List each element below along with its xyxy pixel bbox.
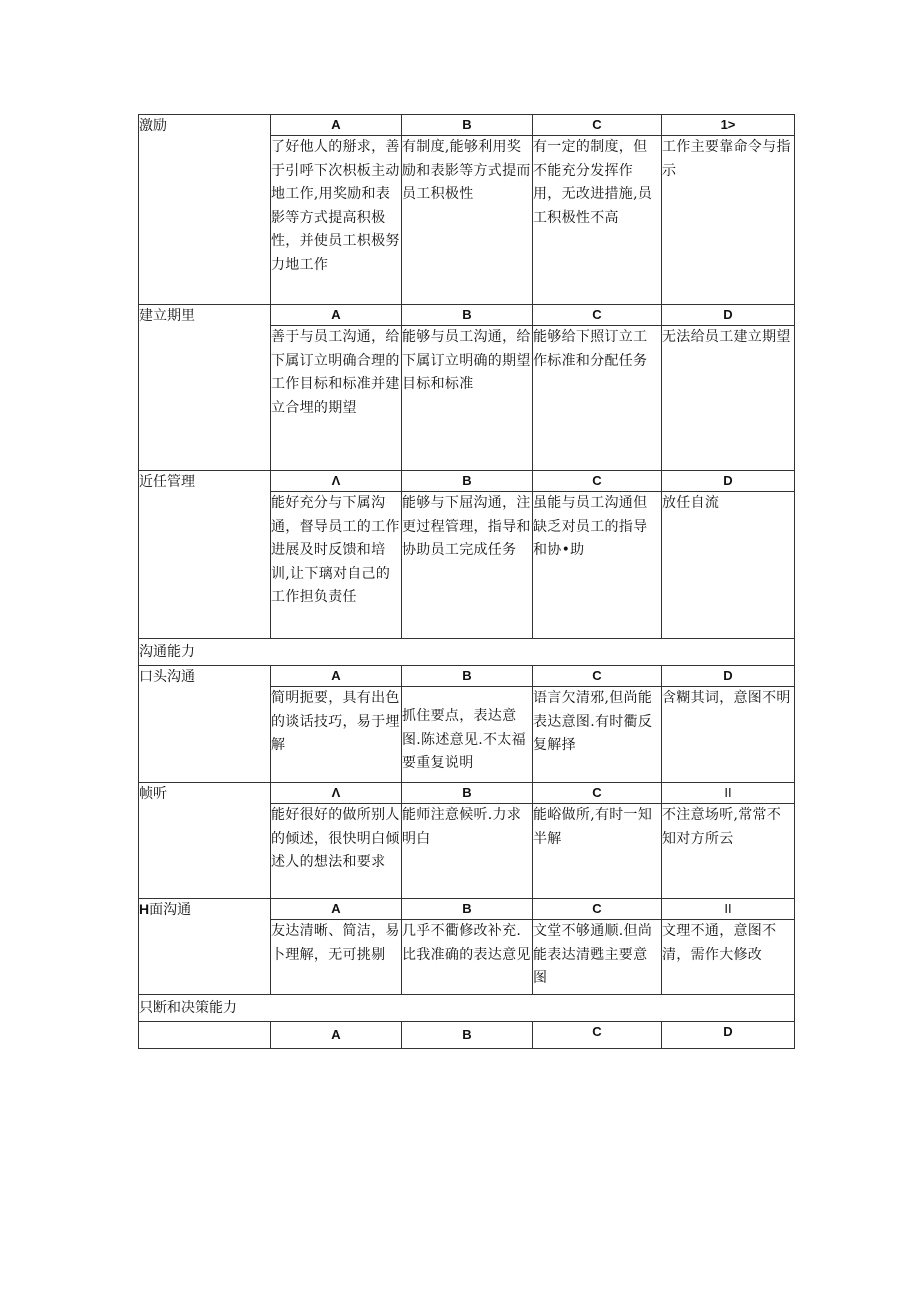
grade-a: A <box>271 115 402 136</box>
desc-b: 抓住要点，表达意图.陈述意见.不太福要重复说明 <box>402 687 533 783</box>
desc-a: 能好很好的做所别人的倾述，很快明白倾述人的想法和要求 <box>271 804 402 899</box>
grade-a: A <box>271 666 402 687</box>
desc-b: 能师注意候听.力求明白 <box>402 804 533 899</box>
grade-d: D <box>662 1022 795 1049</box>
grade-header-row <box>139 666 795 687</box>
grade-c: C <box>533 1022 662 1049</box>
row-label-expectations: 建立期里 <box>139 305 271 471</box>
desc-c: 有一定的制度，但不能充分发挥作用，无改进措施,员工积极性不高 <box>533 136 662 305</box>
section-row <box>139 995 795 1022</box>
desc-d: 工作主要靠命令与指示 <box>662 136 795 305</box>
desc-b: 能够与员工沟通，给下属订立明确的期望目标和标准 <box>402 326 533 471</box>
row-label-empty <box>139 1022 271 1049</box>
desc-c: 语言欠清邪,但尚能表达意图.有时衢反复解择 <box>533 687 662 783</box>
desc-a: 简明扼要，具有出色的谈话技巧，易于埋解 <box>271 687 402 783</box>
row-label-listening: 帧听 <box>139 783 271 899</box>
grade-a: A <box>271 899 402 920</box>
row-label-text: 面沟通 <box>149 902 192 918</box>
grade-b: B <box>402 471 533 492</box>
row-label-written-communication <box>139 899 271 995</box>
section-title-communication: 沟通能力 <box>139 639 795 666</box>
desc-d: 文理不通，意图不清，需作大修改 <box>662 920 795 995</box>
desc-a: 了好他人的掰求，善于引呼下次枳板主动地工作,用奖励和表影等方式提高积极性，并使员工枳极努力地工作 <box>271 136 402 305</box>
grade-d: D <box>662 305 795 326</box>
grade-b: B <box>402 666 533 687</box>
grade-b: B <box>402 1022 533 1049</box>
row-label-prefix: H <box>139 901 150 917</box>
desc-b: 有制度,能够利用奖励和表影等方式提而员工积极性 <box>402 136 533 305</box>
grade-c: C <box>533 666 662 687</box>
desc-a: 能好充分与下属沟通，督导员工的工作进展及时反馈和培训,让下璃对自己的工作担负责任 <box>271 492 402 639</box>
desc-a: 善于与员工沟通，给下属订立明确合理的工作目标和标准并建立合埋的期望 <box>271 326 402 471</box>
grade-c: C <box>533 305 662 326</box>
grade-c: C <box>533 783 662 804</box>
row-label-delegation: 近任管理 <box>139 471 271 639</box>
grade-d: D <box>662 471 795 492</box>
grade-b: B <box>402 305 533 326</box>
grade-c: C <box>533 115 662 136</box>
grade-b: B <box>402 899 533 920</box>
desc-a: 友达清晰、简洁，易卜理解，无可挑剔 <box>271 920 402 995</box>
evaluation-table <box>138 114 795 1049</box>
grade-header-row <box>139 115 795 136</box>
grade-c: C <box>533 471 662 492</box>
grade-a: Λ <box>271 783 402 804</box>
desc-d: 含糊其词，意图不明 <box>662 687 795 783</box>
row-label-oral-communication: 口头沟通 <box>139 666 271 783</box>
desc-d: 不注意场听,常常不知对方所云 <box>662 804 795 899</box>
grade-header-row <box>139 305 795 326</box>
grade-b: B <box>402 783 533 804</box>
grade-d: D <box>662 666 795 687</box>
grade-d: II <box>662 899 795 920</box>
desc-b: 能够与下屈沟通，注更过程管理，指导和协助员工完成任务 <box>402 492 533 639</box>
section-row <box>139 639 795 666</box>
grade-header-row <box>139 899 795 920</box>
grade-header-row <box>139 471 795 492</box>
grade-b: B <box>402 115 533 136</box>
grade-header-row <box>139 783 795 804</box>
desc-b: 几乎不衢修改补充.比我准确的表达意见 <box>402 920 533 995</box>
grade-d: 1> <box>662 115 795 136</box>
section-title-judgment: 只断和决策能力 <box>139 995 795 1022</box>
desc-c: 能峪做所,有时一知半解 <box>533 804 662 899</box>
desc-c: 文堂不够通顺.但尚能表达清甦主要意图 <box>533 920 662 995</box>
grade-a: A <box>271 1022 402 1049</box>
grade-a: Λ <box>271 471 402 492</box>
row-label-motivation: 激励 <box>139 115 271 305</box>
grade-c: C <box>533 899 662 920</box>
desc-d: 放任自流 <box>662 492 795 639</box>
grade-a: A <box>271 305 402 326</box>
desc-c: 能够给下照订立工作标准和分配任务 <box>533 326 662 471</box>
grade-d: II <box>662 783 795 804</box>
desc-c: 虽能与员工沟通但缺乏对员工的指导和协•助 <box>533 492 662 639</box>
grade-header-row <box>139 1022 795 1049</box>
desc-d: 无法给员工建立期望 <box>662 326 795 471</box>
